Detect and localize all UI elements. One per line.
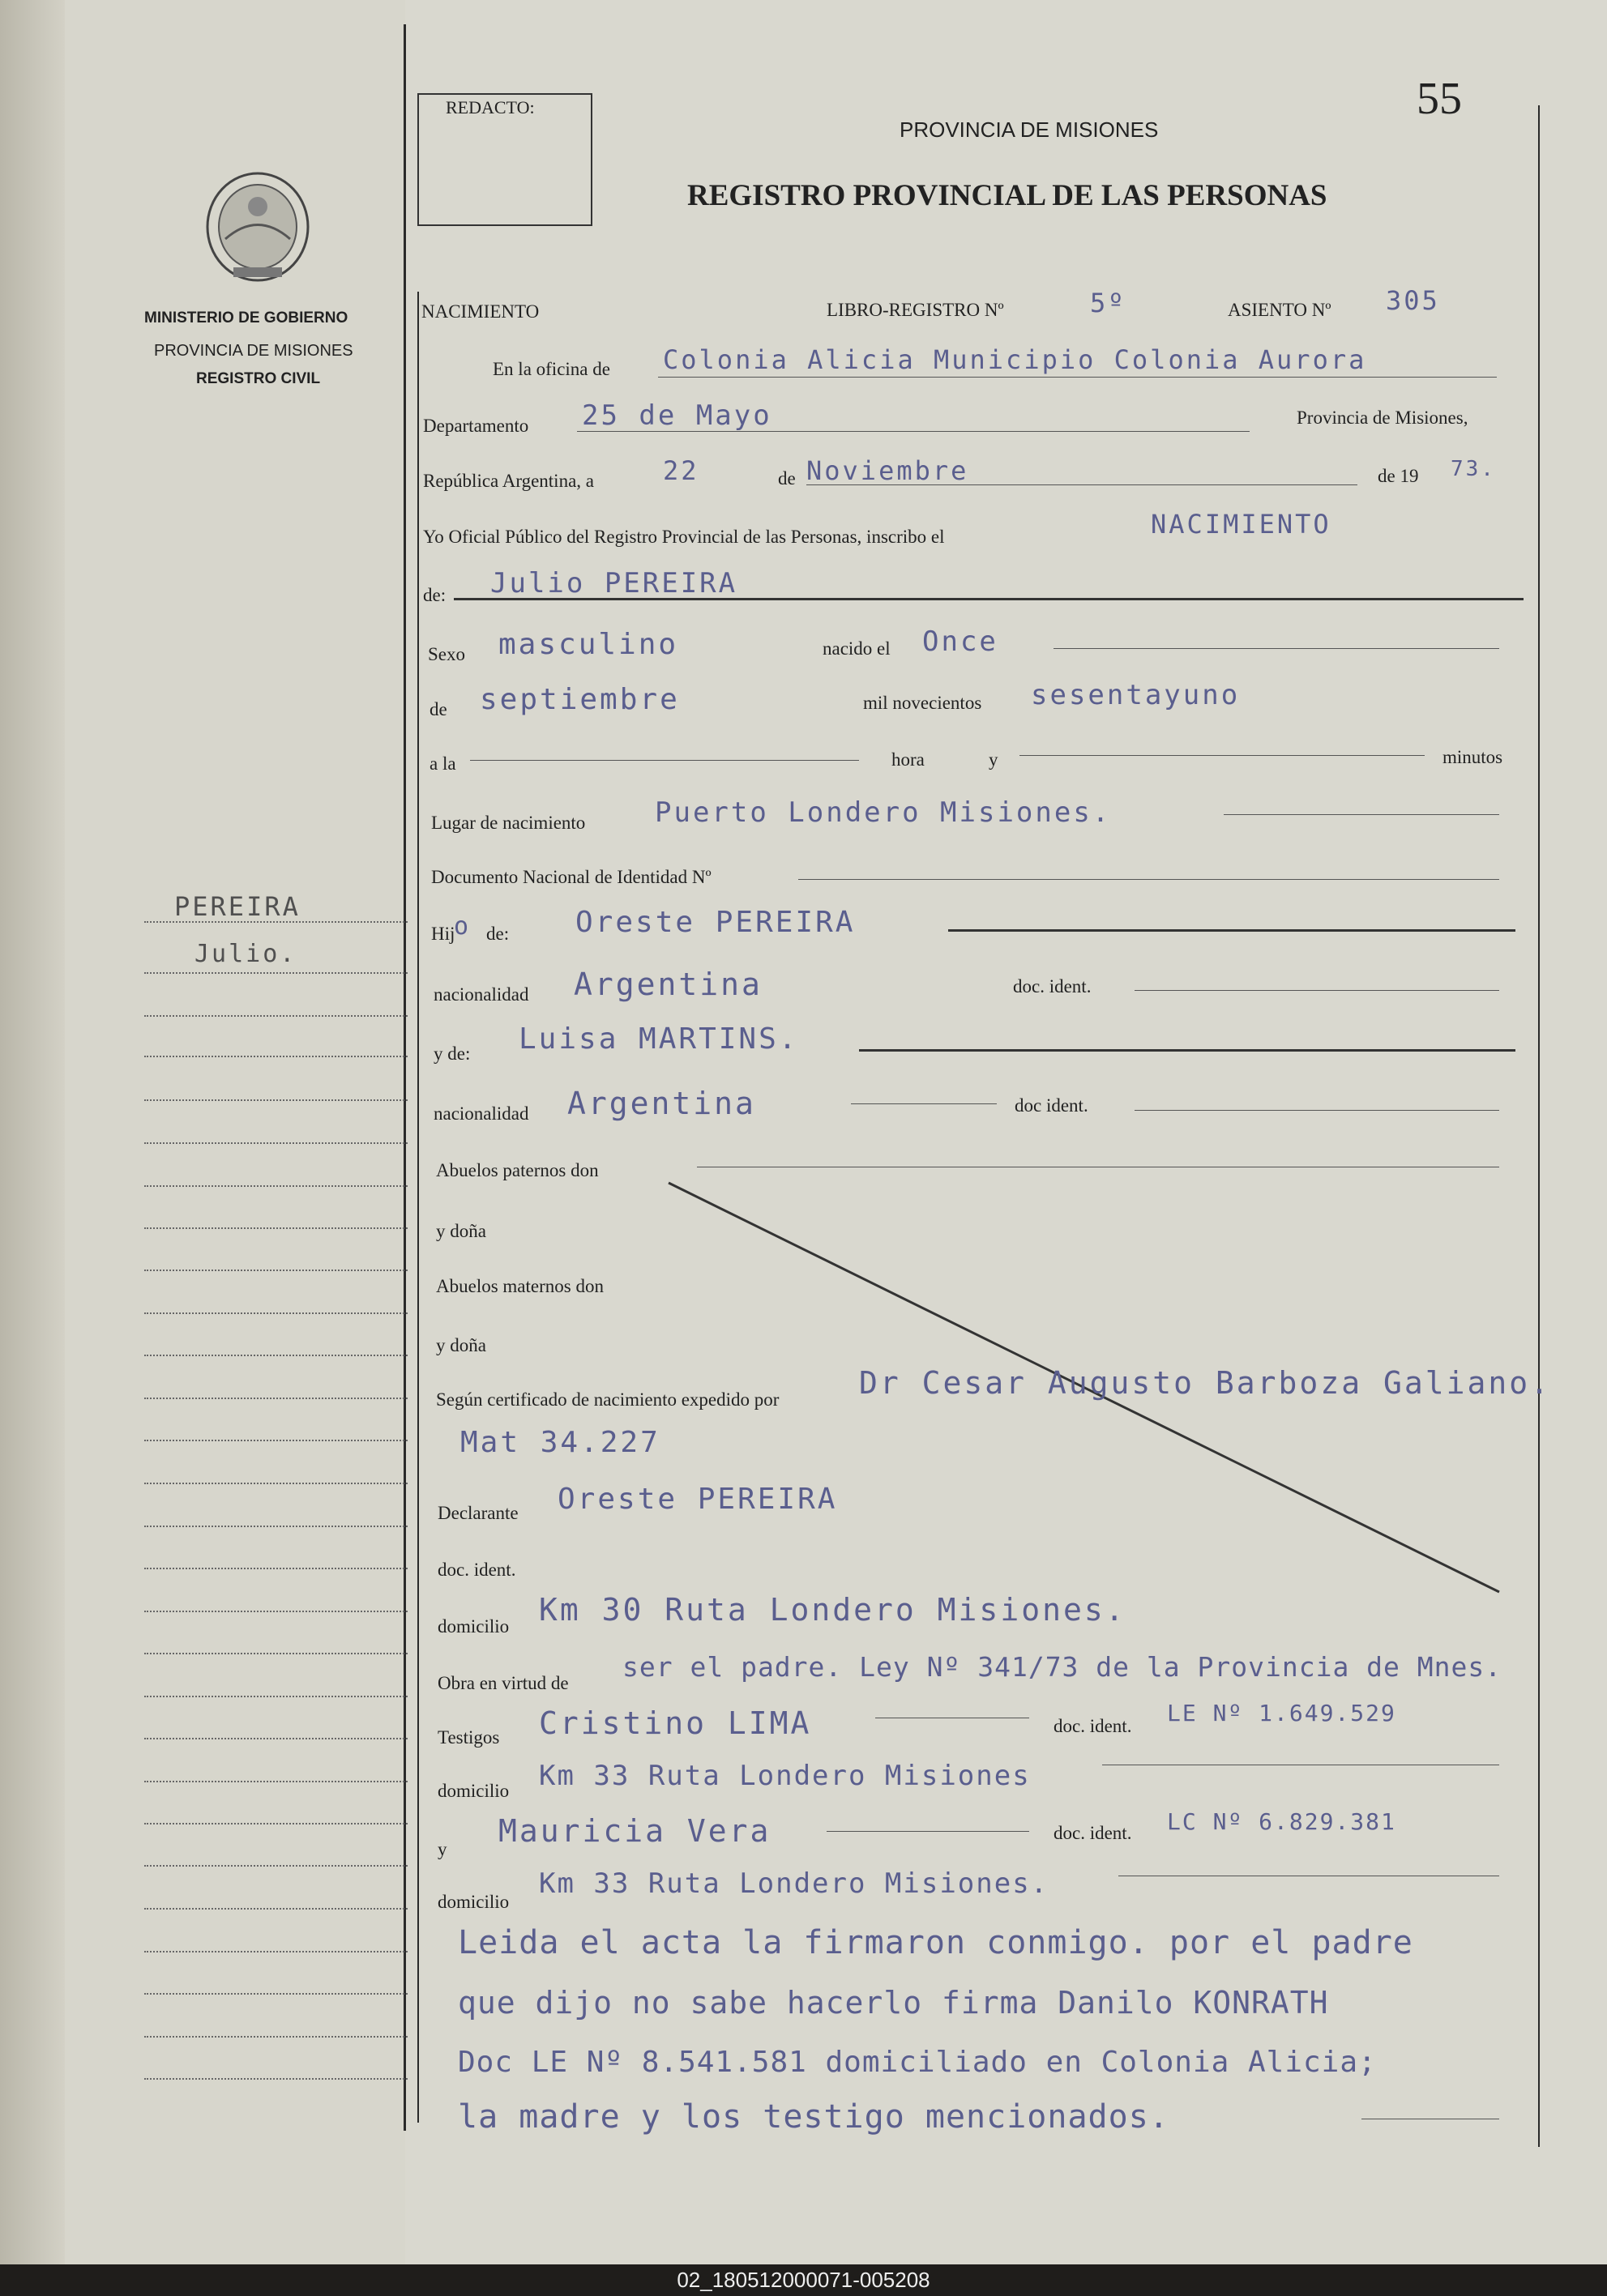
mother-value: Luisa MARTINS. xyxy=(519,1022,799,1056)
margin-line xyxy=(144,1440,408,1441)
month-value: Noviembre xyxy=(806,455,969,486)
mil-novecientos-label: mil novecientos xyxy=(863,693,982,713)
lugar-label: Lugar de nacimiento xyxy=(431,813,586,833)
form-line xyxy=(859,1049,1515,1052)
margin-column xyxy=(65,0,405,2264)
day-value: 22 xyxy=(663,455,699,486)
father-nationality-value: Argentina xyxy=(574,967,763,1002)
lugar-value: Puerto Londero Misiones. xyxy=(655,796,1112,829)
sexo-value: masculino xyxy=(498,628,679,661)
departamento-value: 25 de Mayo xyxy=(582,399,772,432)
margin-line xyxy=(144,1185,408,1187)
father-value: Oreste PEREIRA xyxy=(575,906,856,939)
hijo-suffix: o xyxy=(454,912,472,941)
year-prefix-label: de 19 xyxy=(1378,466,1419,486)
declarante-domicilio-value: Km 30 Ruta Londero Misiones. xyxy=(539,1592,1126,1628)
closing-line-3: Doc LE Nº 8.541.581 domiciliado en Colonia Alicia; xyxy=(458,2046,1377,2079)
sexo-label: Sexo xyxy=(428,644,465,664)
name-label: de: xyxy=(423,585,447,605)
departamento-label: Departamento xyxy=(423,416,529,436)
frame-left-line xyxy=(404,24,406,2131)
margin-line xyxy=(144,1951,408,1952)
domicilio-label: domicilio xyxy=(438,1781,510,1801)
form-line xyxy=(577,431,1250,432)
birth-year-value: sesentayuno xyxy=(1031,679,1241,711)
hijo-de-label: de: xyxy=(486,924,510,944)
certificate-label: Según certificado de nacimiento expedido por xyxy=(436,1389,780,1410)
margin-line xyxy=(144,1526,408,1527)
margin-line xyxy=(144,1312,408,1314)
form-line xyxy=(1019,755,1425,756)
margin-line xyxy=(144,2078,408,2080)
margin-line xyxy=(144,921,408,923)
provincia-label: Provincia de Misiones, xyxy=(1297,408,1468,428)
margin-right-line xyxy=(417,292,419,2123)
y-label: y xyxy=(989,749,998,770)
closing-line-1: Leida el acta la firmaron conmigo. por el padre xyxy=(458,1924,1413,1961)
maternal-grandmother-label: y doña xyxy=(436,1335,486,1355)
margin-line xyxy=(144,1611,408,1612)
province-heading: PROVINCIA DE MISIONES xyxy=(900,117,1159,142)
margin-given: Julio. xyxy=(194,940,297,968)
registry-title: REGISTRO PROVINCIAL DE LAS PERSONAS xyxy=(687,179,1327,212)
doc-ident-label: doc. ident. xyxy=(1054,1823,1132,1843)
ministry-line2: PROVINCIA DE MISIONES xyxy=(154,342,353,360)
year-value: 73. xyxy=(1451,457,1496,481)
form-line xyxy=(1135,1110,1499,1111)
form-line xyxy=(658,377,1497,378)
mother-nationality-value: Argentina xyxy=(567,1086,756,1121)
section-label: NACIMIENTO xyxy=(421,301,540,322)
nationality-label: nacionalidad xyxy=(434,1103,529,1124)
libro-value: 5º xyxy=(1090,288,1126,318)
witness1-doc-value: LE Nº 1.649.529 xyxy=(1167,1700,1396,1726)
declarante-doc-label: doc. ident. xyxy=(438,1560,516,1580)
obra-label: Obra en virtud de xyxy=(438,1673,569,1693)
asiento-label: ASIENTO Nº xyxy=(1228,300,1331,320)
mother-label: y de: xyxy=(434,1043,471,1064)
name-value: Julio PEREIRA xyxy=(490,567,738,600)
birth-day-value: Once xyxy=(922,625,998,658)
doc-ident-label: doc. ident. xyxy=(1013,976,1092,996)
paternal-grandmother-label: y doña xyxy=(436,1221,486,1241)
hora-label: hora xyxy=(891,749,925,770)
maternal-grandparents-label: Abuelos maternos don xyxy=(436,1276,604,1296)
witness2-prefix: y xyxy=(438,1839,447,1859)
margin-surname: PEREIRA xyxy=(174,891,301,922)
margin-line xyxy=(144,2036,408,2038)
witness1-value: Cristino LIMA xyxy=(539,1705,812,1741)
witness2-doc-value: LC Nº 6.829.381 xyxy=(1167,1808,1396,1835)
form-line xyxy=(798,879,1499,880)
domicilio-label: domicilio xyxy=(438,1616,510,1637)
witness1-domicilio-value: Km 33 Ruta Londero Misiones xyxy=(539,1760,1031,1792)
domicilio-label: domicilio xyxy=(438,1892,510,1912)
ministry-line1: MINISTERIO DE GOBIERNO xyxy=(144,309,348,326)
frame-right-line xyxy=(1538,105,1540,2147)
margin-line xyxy=(144,1993,408,1995)
oficina-label: En la oficina de xyxy=(493,359,610,379)
page-number: 55 xyxy=(1417,74,1462,124)
margin-line xyxy=(144,1738,408,1739)
matricula-value: Mat 34.227 xyxy=(460,1426,660,1459)
hijo-label: Hij xyxy=(431,924,455,944)
form-line xyxy=(1135,990,1499,991)
dni-label: Documento Nacional de Identidad Nº xyxy=(431,867,712,887)
asiento-value: 305 xyxy=(1386,285,1440,316)
month-label: de xyxy=(430,699,447,719)
margin-line xyxy=(144,1398,408,1399)
doc-ident-label: doc ident. xyxy=(1015,1095,1088,1116)
birth-month-value: septiembre xyxy=(480,683,680,716)
closing-line-2: que dijo no sabe hacerlo firma Danilo KONRATH xyxy=(458,1985,1329,2021)
nationality-label: nacionalidad xyxy=(434,984,529,1005)
margin-line xyxy=(144,1781,408,1782)
ministry-line3: REGISTRO CIVIL xyxy=(196,370,321,387)
margin-line xyxy=(144,1142,408,1144)
closing-line-4: la madre y los testigo mencionados. xyxy=(458,2098,1169,2136)
testigos-label: Testigos xyxy=(438,1727,500,1748)
form-line xyxy=(806,484,1357,485)
margin-line xyxy=(144,1823,408,1824)
redacto-label: REDACTO: xyxy=(446,97,535,117)
acto-value: NACIMIENTO xyxy=(1151,509,1331,540)
form-line xyxy=(948,929,1515,932)
paternal-grandparents-label: Abuelos paternos don xyxy=(436,1160,599,1180)
margin-line xyxy=(144,1568,408,1569)
form-line xyxy=(827,1831,1029,1832)
margin-line xyxy=(144,1696,408,1697)
oficina-value: Colonia Alicia Municipio Colonia Aurora xyxy=(663,344,1367,375)
declarante-label: Declarante xyxy=(438,1503,519,1523)
province-seal-icon xyxy=(201,162,314,284)
margin-line xyxy=(144,1355,408,1356)
margin-line xyxy=(144,1056,408,1057)
a-la-label: a la xyxy=(430,753,456,774)
form-line xyxy=(454,598,1524,600)
margin-line xyxy=(144,972,408,974)
margin-line xyxy=(144,1483,408,1484)
margin-line xyxy=(144,1908,408,1910)
yo-oficial-label: Yo Oficial Público del Registro Provincial de las Personas, inscribo el xyxy=(423,527,945,547)
margin-line xyxy=(144,1015,408,1017)
margin-line xyxy=(144,1865,408,1867)
margin-line xyxy=(144,1227,408,1229)
minutos-label: minutos xyxy=(1442,747,1503,767)
republica-label: República Argentina, a xyxy=(423,471,594,491)
certificate-value: Dr Cesar Augusto Barboza Galiano. xyxy=(859,1365,1551,1401)
binding-spine xyxy=(0,0,65,2264)
form-line xyxy=(1054,648,1499,649)
file-caption: 02_180512000071-005208 xyxy=(0,2264,1607,2296)
form-line xyxy=(470,760,859,761)
witness2-domicilio-value: Km 33 Ruta Londero Misiones. xyxy=(539,1867,1049,1900)
witness2-value: Mauricia Vera xyxy=(498,1813,771,1849)
obra-value: ser el padre. Ley Nº 341/73 de la Provincia de Mnes. xyxy=(622,1651,1502,1683)
form-line xyxy=(851,1103,997,1104)
doc-ident-label: doc. ident. xyxy=(1054,1716,1132,1736)
de-label: de xyxy=(778,468,796,489)
declarante-value: Oreste PEREIRA xyxy=(558,1483,838,1516)
nacido-label: nacido el xyxy=(823,638,891,659)
libro-label: LIBRO-REGISTRO Nº xyxy=(827,300,1004,320)
margin-line xyxy=(144,1653,408,1654)
form-line xyxy=(1224,814,1499,815)
margin-line xyxy=(144,1099,408,1101)
margin-line xyxy=(144,1270,408,1271)
